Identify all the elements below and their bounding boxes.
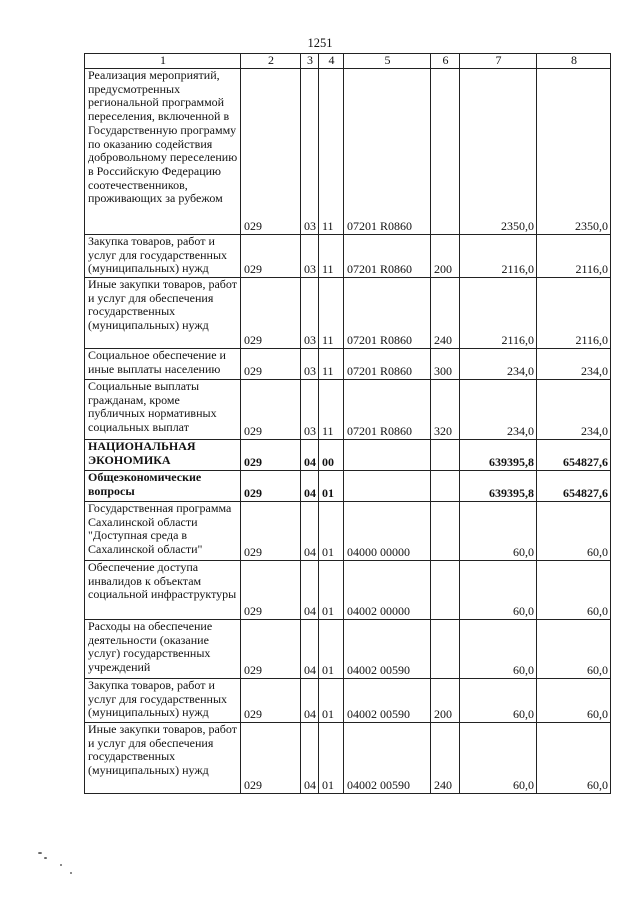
- cell-target: 04002 00590: [344, 679, 431, 723]
- table-row: [85, 380, 611, 440]
- cell-subsection: 11: [319, 235, 344, 278]
- cell-subsection: 11: [319, 380, 344, 440]
- cell-code: 029: [241, 471, 301, 502]
- row-name: Закупка товаров, работ и услуг для государственных (муниципальных) нужд: [85, 235, 241, 278]
- cell-sum-2: 60,0: [537, 723, 611, 794]
- table-row: [85, 278, 611, 349]
- row-name: Социальное обеспечение и иные выплаты населению: [85, 349, 241, 380]
- cell-subsection: 01: [319, 723, 344, 794]
- cell-code: 029: [241, 561, 301, 620]
- table-row: [85, 679, 611, 723]
- cell-target: 07201 R0860: [344, 278, 431, 349]
- cell-target: 07201 R0860: [344, 380, 431, 440]
- column-header-row: [85, 54, 611, 69]
- cell-sum-2: 60,0: [537, 620, 611, 679]
- row-name: Расходы на обеспечение деятельности (оказание услуг) государственных учреждений: [85, 620, 241, 679]
- column-header: 2: [241, 54, 301, 69]
- cell-subsection: 01: [319, 502, 344, 561]
- cell-section: 03: [301, 278, 319, 349]
- cell-expense-type: 200: [431, 235, 460, 278]
- cell-section: 03: [301, 69, 319, 235]
- table-row: [85, 471, 611, 502]
- cell-sum-1: 2116,0: [460, 235, 537, 278]
- cell-target: 07201 R0860: [344, 235, 431, 278]
- cell-code: 029: [241, 69, 301, 235]
- cell-expense-type: 240: [431, 278, 460, 349]
- cell-sum-2: 654827,6: [537, 471, 611, 502]
- row-name: Социальные выплаты гражданам, кроме публичных нормативных социальных выплат: [85, 380, 241, 440]
- cell-code: 029: [241, 723, 301, 794]
- cell-sum-2: 654827,6: [537, 440, 611, 471]
- cell-target: 04000 00000: [344, 502, 431, 561]
- cell-sum-1: 60,0: [460, 679, 537, 723]
- cell-code: 029: [241, 349, 301, 380]
- cell-section: 03: [301, 380, 319, 440]
- cell-sum-1: 60,0: [460, 561, 537, 620]
- column-header: 6: [431, 54, 460, 69]
- cell-sum-1: 234,0: [460, 349, 537, 380]
- cell-section: 04: [301, 502, 319, 561]
- cell-sum-2: 60,0: [537, 679, 611, 723]
- row-name: Иные закупки товаров, работ и услуг для обеспечения государственных (муниципальных) нужд: [85, 723, 241, 794]
- cell-subsection: 01: [319, 679, 344, 723]
- cell-code: 029: [241, 278, 301, 349]
- page-number: 1251: [307, 36, 333, 50]
- cell-sum-1: 2350,0: [460, 69, 537, 235]
- scan-speck: [44, 857, 47, 859]
- cell-code: 029: [241, 620, 301, 679]
- table-row: [85, 561, 611, 620]
- cell-code: 029: [241, 502, 301, 561]
- cell-section: 04: [301, 561, 319, 620]
- table-row: [85, 349, 611, 380]
- cell-sum-1: 2116,0: [460, 278, 537, 349]
- row-name: Общеэкономические вопросы: [85, 471, 241, 502]
- cell-sum-2: 234,0: [537, 349, 611, 380]
- row-name: НАЦИОНАЛЬНАЯ ЭКОНОМИКА: [85, 440, 241, 471]
- cell-target: 04002 00590: [344, 723, 431, 794]
- column-header: 7: [460, 54, 537, 69]
- cell-section: 04: [301, 679, 319, 723]
- cell-code: 029: [241, 380, 301, 440]
- cell-expense-type: [431, 502, 460, 561]
- cell-sum-1: 60,0: [460, 502, 537, 561]
- cell-sum-2: 2116,0: [537, 278, 611, 349]
- scan-speck: [38, 852, 42, 854]
- cell-sum-2: 60,0: [537, 502, 611, 561]
- scan-speck: [70, 872, 72, 874]
- cell-subsection: 01: [319, 471, 344, 502]
- cell-target: [344, 471, 431, 502]
- cell-expense-type: [431, 69, 460, 235]
- cell-section: 03: [301, 349, 319, 380]
- cell-expense-type: 320: [431, 380, 460, 440]
- column-header: 1: [85, 54, 241, 69]
- table-row: [85, 723, 611, 794]
- table-row: [85, 69, 611, 235]
- table-row: [85, 620, 611, 679]
- cell-sum-1: 60,0: [460, 620, 537, 679]
- column-header: 5: [344, 54, 431, 69]
- cell-sum-1: 234,0: [460, 380, 537, 440]
- column-header: 3: [301, 54, 319, 69]
- column-header: 4: [319, 54, 344, 69]
- cell-expense-type: [431, 440, 460, 471]
- cell-sum-2: 2116,0: [537, 235, 611, 278]
- cell-sum-1: 639395,8: [460, 440, 537, 471]
- cell-target: 07201 R0860: [344, 349, 431, 380]
- cell-target: 07201 R0860: [344, 69, 431, 235]
- cell-subsection: 01: [319, 620, 344, 679]
- cell-section: 04: [301, 723, 319, 794]
- cell-subsection: 11: [319, 349, 344, 380]
- cell-section: 03: [301, 235, 319, 278]
- cell-target: 04002 00590: [344, 620, 431, 679]
- row-name: Реализация мероприятий, предусмотренных региональной программой переселения, включенной в Государственную программу по оказанию содействия добровольному переселению в Российскую Федерацию соотечественников, проживающих за рубежом: [85, 69, 241, 235]
- cell-sum-2: 60,0: [537, 561, 611, 620]
- cell-subsection: 01: [319, 561, 344, 620]
- cell-target: 04002 00000: [344, 561, 431, 620]
- cell-section: 04: [301, 440, 319, 471]
- cell-expense-type: [431, 561, 460, 620]
- cell-subsection: 11: [319, 69, 344, 235]
- cell-target: [344, 440, 431, 471]
- cell-sum-2: 2350,0: [537, 69, 611, 235]
- cell-code: 029: [241, 235, 301, 278]
- table-row: [85, 502, 611, 561]
- cell-expense-type: 300: [431, 349, 460, 380]
- table-row: [85, 440, 611, 471]
- scan-speck: [60, 864, 62, 866]
- cell-section: 04: [301, 620, 319, 679]
- cell-code: 029: [241, 440, 301, 471]
- cell-expense-type: 240: [431, 723, 460, 794]
- cell-expense-type: [431, 620, 460, 679]
- cell-expense-type: [431, 471, 460, 502]
- row-name: Государственная программа Сахалинской области "Доступная среда в Сахалинской области": [85, 502, 241, 561]
- cell-code: 029: [241, 679, 301, 723]
- cell-sum-1: 60,0: [460, 723, 537, 794]
- column-header: 8: [537, 54, 611, 69]
- cell-sum-2: 234,0: [537, 380, 611, 440]
- cell-expense-type: 200: [431, 679, 460, 723]
- row-name: Закупка товаров, работ и услуг для государственных (муниципальных) нужд: [85, 679, 241, 723]
- cell-subsection: 11: [319, 278, 344, 349]
- row-name: Иные закупки товаров, работ и услуг для обеспечения государственных (муниципальных) нужд: [85, 278, 241, 349]
- budget-table: [84, 53, 611, 794]
- cell-section: 04: [301, 471, 319, 502]
- row-name: Обеспечение доступа инвалидов к объектам социальной инфраструктуры: [85, 561, 241, 620]
- cell-sum-1: 639395,8: [460, 471, 537, 502]
- cell-subsection: 00: [319, 440, 344, 471]
- table-row: [85, 235, 611, 278]
